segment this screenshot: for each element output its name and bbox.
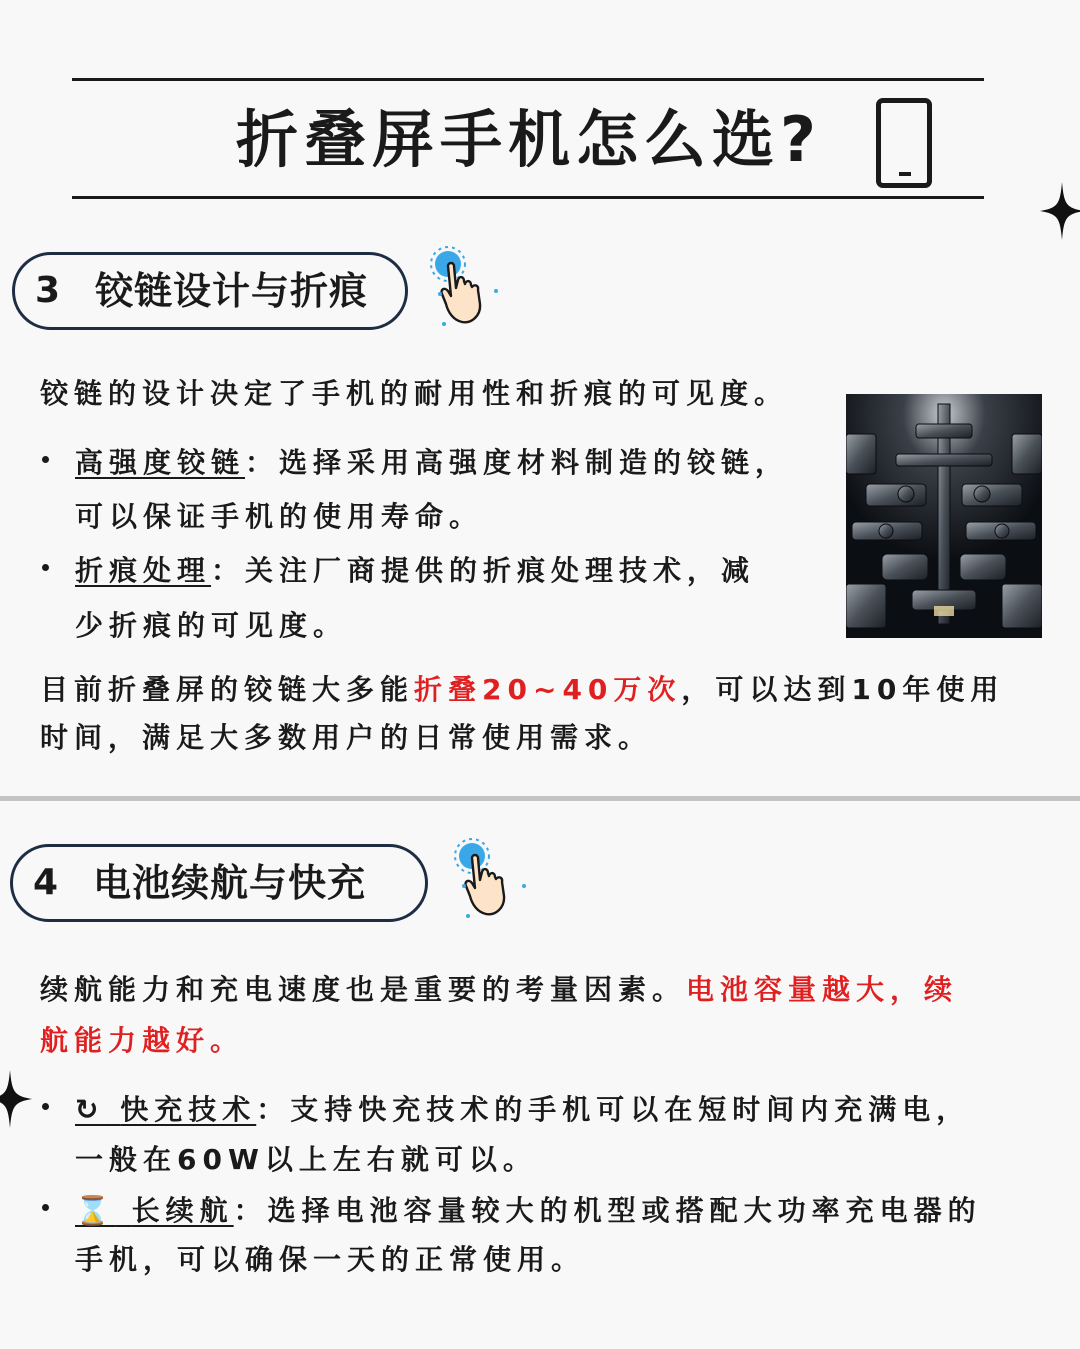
bullet-hinge-strength-line2: 可以保证手机的使用寿命。 [75,500,484,533]
smartphone-icon [876,98,932,188]
bullet [42,1204,49,1211]
hinge-mechanism-image [846,394,1042,638]
hourglass-icon: ⌛ [75,1194,116,1227]
bullet [42,1103,49,1110]
section-title: 铰链设计与折痕 [95,269,369,313]
refresh-icon: ↻ [75,1093,105,1126]
bullet-crease-line2: 少折痕的可见度。 [75,609,348,642]
section-4-heading [10,844,428,922]
section-3-summary-line2: 时间，满足大多数用户的日常使用需求。 [40,721,653,754]
bullet-crease-line1: 折痕处理：关注厂商提供的折痕处理技术，减 [75,554,756,587]
term-fast-charge: ↻ 快充技术 [75,1093,257,1126]
bottom-rule [72,196,984,199]
sparkle-icon [0,1070,32,1128]
term-hinge-strength: 高强度铰链 [75,446,246,479]
bullet [42,564,49,571]
section-number: 4 [33,862,59,903]
sparkle-icon [1040,182,1080,240]
section-number: 3 [35,270,61,311]
section-3-summary-line1: 目前折叠屏的铰链大多能折叠20~40万次，可以达到10年使用 [40,673,1005,706]
section-title: 电池续航与快充 [93,861,367,905]
page-title: 折叠屏手机怎么选? [236,103,822,176]
section-3-intro: 铰链的设计决定了手机的耐用性和折痕的可见度。 [40,377,789,410]
section-divider [0,796,1080,801]
bullet-hinge-strength-line1: 高强度铰链：选择采用高强度材料制造的铰链， [75,446,790,479]
section-4-intro-line1: 续航能力和充电速度也是重要的考量因素。电池容量越大，续 [40,973,959,1006]
term-long-battery: ⌛ 长续航 [75,1194,234,1227]
fold-count-highlight: 折叠20~40万次 [414,673,682,706]
bullet-long-battery-line2: 手机，可以确保一天的正常使用。 [75,1243,586,1276]
term-crease: 折痕处理 [75,554,212,587]
section-3-heading [12,252,408,330]
bullet-long-battery-line1: ⌛ 长续航：选择电池容量较大的机型或搭配大功率充电器的 [75,1194,982,1227]
pointing-hand-icon [426,246,510,330]
bullet-fast-charge-line1: ↻ 快充技术：支持快充技术的手机可以在短时间内充满电， [75,1093,971,1126]
pointing-hand-icon [450,838,534,922]
bullet [42,456,49,463]
top-rule [72,78,984,81]
bullet-fast-charge-line2: 一般在60W以上左右就可以。 [75,1143,537,1176]
section-4-intro-line2: 航能力越好。 [40,1024,245,1057]
